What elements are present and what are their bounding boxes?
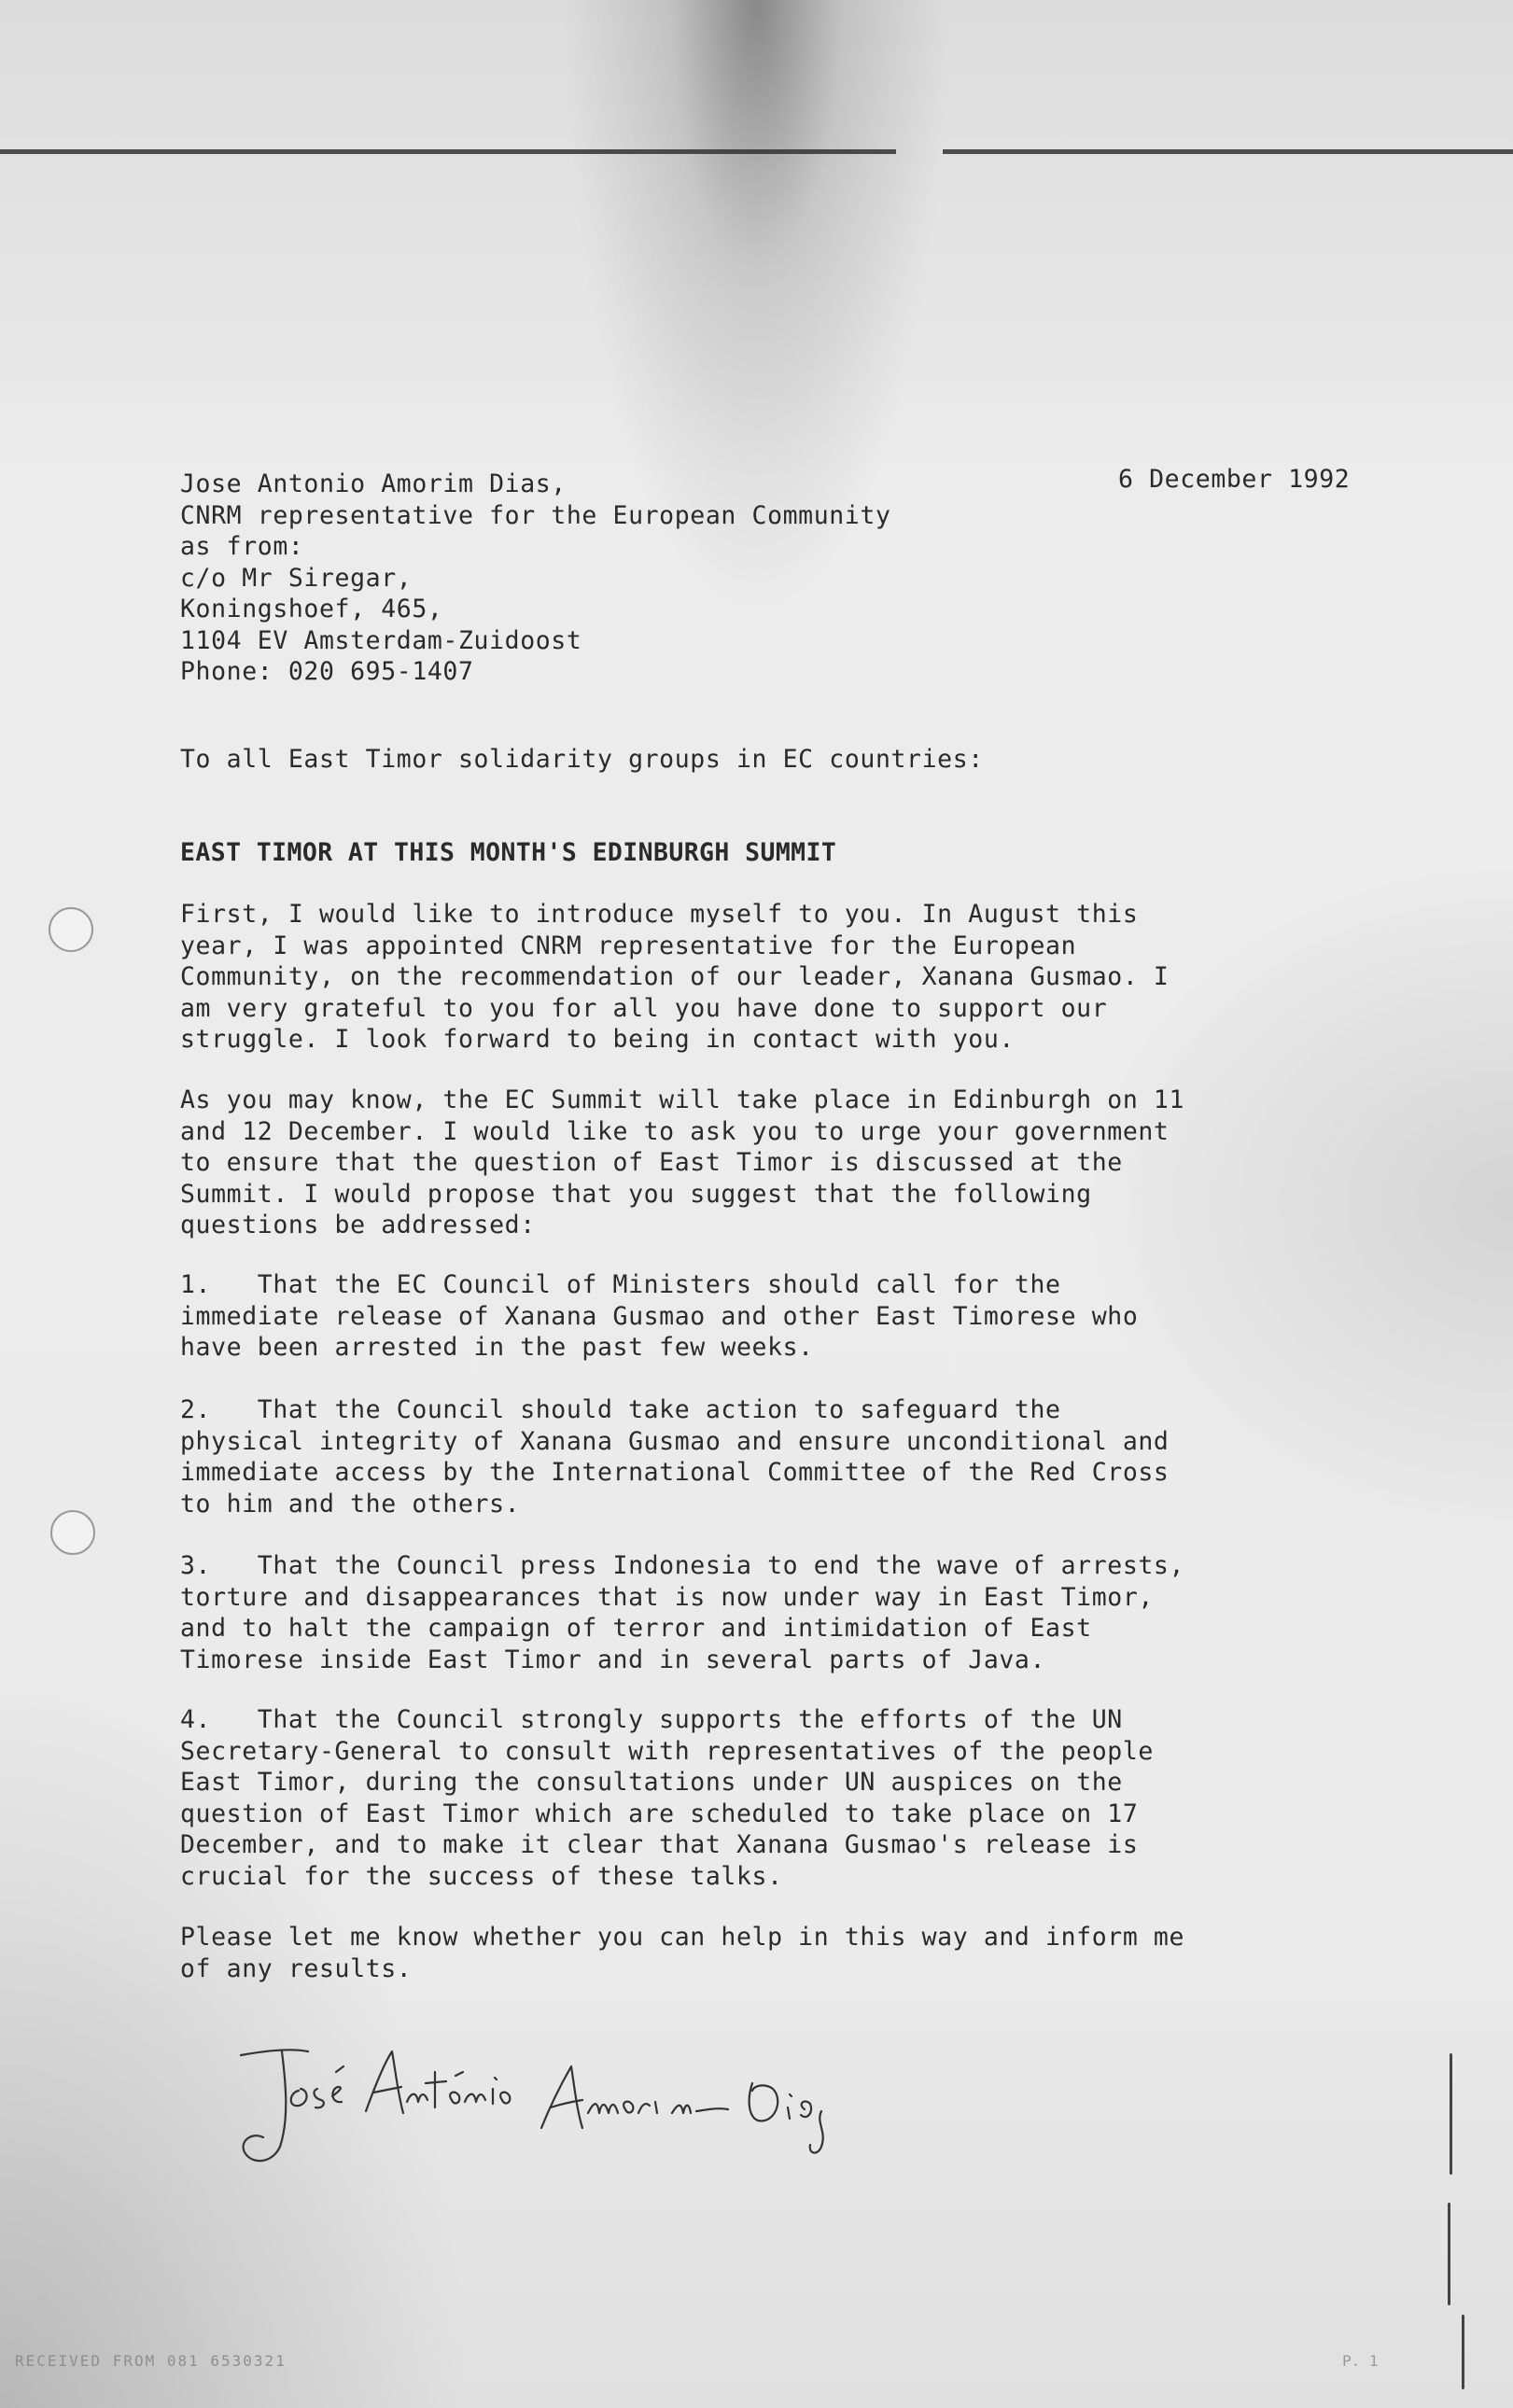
top-rule	[943, 149, 1513, 154]
edge-scratch	[1448, 2203, 1450, 2305]
point-1: 1. That the EC Council of Ministers should call for the immediate release of Xanana Gusmao and other East Timorese who have been arrested in the past few weeks.	[180, 1270, 1139, 1362]
point-4: 4. That the Council strongly supports the efforts of the UN Secretary-General to consult with representatives of the people East Timor, during the consultations under UN auspices on the question of East Timor which are scheduled to take place on 17 December, and to make it clear that Xanana Gusmao's release is crucial for the success of these talks.	[180, 1705, 1154, 1891]
sender-address: Jose Antonio Amorim Dias, CNRM representative for the European Community as from: c/o Mr Siregar, Koningshoef, 465, 1104 EV Amsterdam-Zuidoost Phone: 020 695-1407	[180, 469, 891, 686]
edge-scratch	[1462, 2315, 1464, 2389]
letter-date: 6 December 1992	[1118, 465, 1351, 494]
closing-paragraph: Please let me know whether you can help in this way and inform me of any results.	[180, 1923, 1185, 1983]
point-2: 2. That the Council should take action to safeguard the physical integrity of Xanana Gusmao and ensure unconditional and immediate access by the International Committee of the Red Cross to him and the others.	[180, 1395, 1170, 1519]
handwritten-signature	[224, 2035, 952, 2175]
edge-scratch	[1450, 2053, 1452, 2175]
addressee-line: To all East Timor solidarity groups in EC countries:	[180, 745, 984, 774]
fax-header: RECEIVED FROM 081 6530321	[15, 2352, 287, 2370]
page-number: P. 1	[1342, 2352, 1379, 2370]
point-3: 3. That the Council press Indonesia to end the wave of arrests, torture and disappearances that is now under way in East Timor, and to halt the campaign of terror and intimidation of East Timorese inside East Timor and in several parts of Java.	[180, 1551, 1185, 1674]
paragraph-summit: As you may know, the EC Summit will take place in Edinburgh on 11 and 12 December. I would like to ask you to urge your government to ensure that the question of East Timor is discussed at the Summit. I would propose that you suggest that the following questions be addressed:	[180, 1085, 1185, 1239]
top-rule	[0, 149, 896, 154]
punch-hole	[50, 1510, 95, 1555]
letter-heading: EAST TIMOR AT THIS MONTH'S EDINBURGH SUMMIT	[180, 838, 837, 867]
paragraph-introduction: First, I would like to introduce myself to you. In August this year, I was appointed CNRM representative for the European Community, on the recommendation of our leader, Xanana Gusmao. I am very grateful to you for all you have done to support our struggle. I look forward to being in contact with you.	[180, 900, 1170, 1054]
punch-hole	[49, 907, 93, 952]
